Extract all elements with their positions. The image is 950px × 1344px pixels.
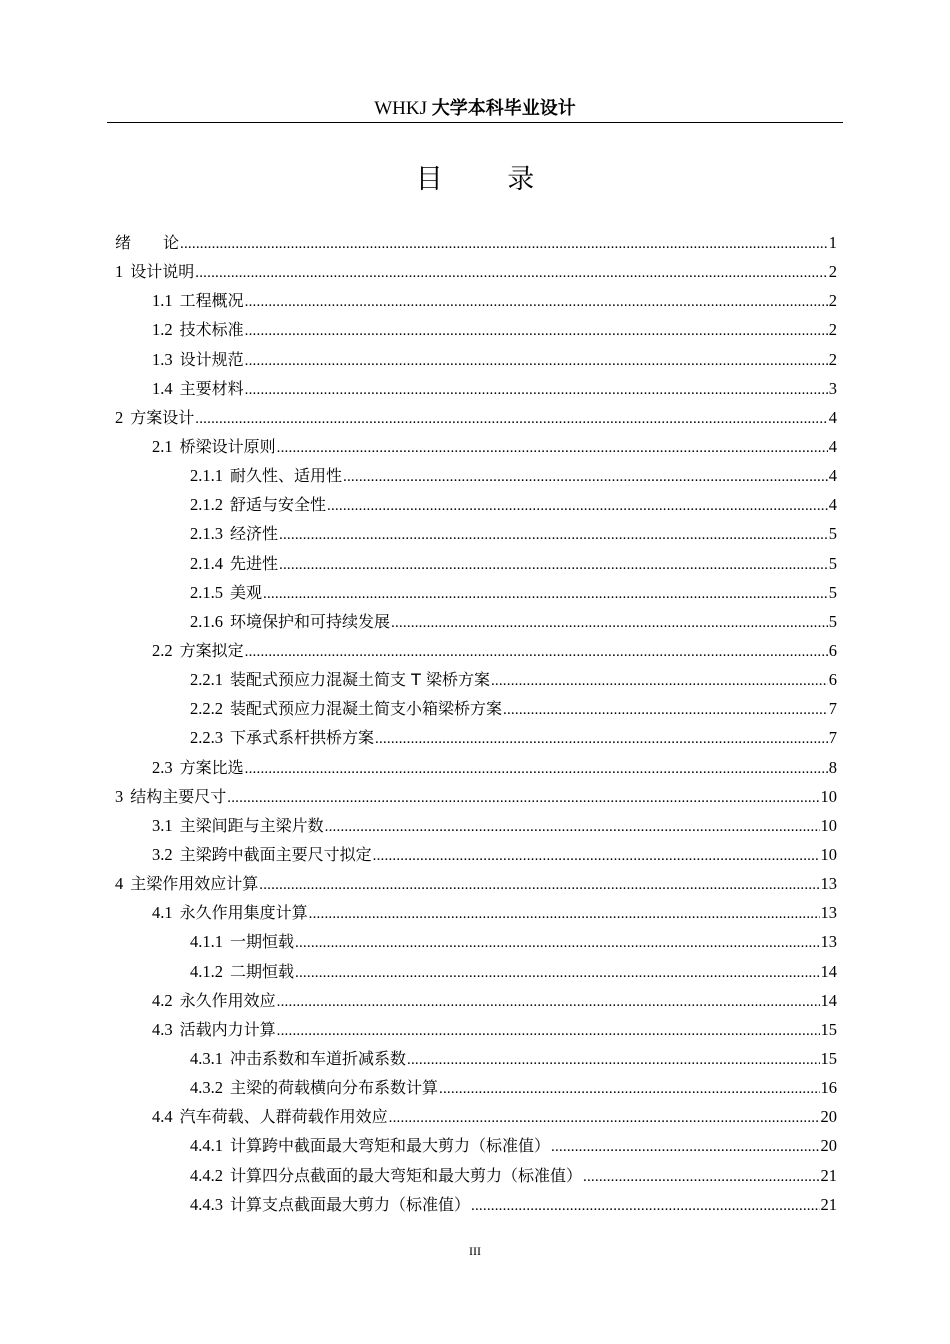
toc-entry[interactable] — [115, 927, 837, 956]
toc-entry-page: 10 — [820, 815, 837, 835]
toc-entry-page: 6 — [828, 640, 837, 660]
toc-entry-number: 2 — [115, 407, 124, 427]
toc-entry[interactable] — [115, 286, 837, 315]
header-rule — [107, 122, 843, 123]
dot-leader — [391, 607, 828, 638]
toc-entry-title: 永久作用集度计算 — [179, 903, 308, 923]
toc-entry-title: 主要材料 — [179, 378, 244, 398]
toc-entry-page: 14 — [820, 990, 837, 1010]
toc-entry-title: 下承式系杆拱桥方案 — [230, 728, 375, 748]
toc-entry-title: 汽车荷载、人群荷载作用效应 — [179, 1107, 388, 1127]
toc-entry-page: 21 — [820, 1165, 837, 1185]
toc-entry-title: 活载内力计算 — [179, 1019, 276, 1039]
toc-title: 目 录 — [415, 164, 563, 195]
toc-entry[interactable] — [115, 1190, 837, 1219]
toc-entry[interactable] — [115, 257, 837, 286]
toc-entry-number: 2.2 — [152, 640, 173, 660]
toc-entry-page: 5 — [828, 524, 837, 544]
toc-entry-title: 计算支点截面最大剪力（标准值） — [230, 1194, 471, 1214]
toc-entry-page: 15 — [820, 1019, 837, 1039]
dot-leader — [245, 286, 828, 317]
toc-entry-number: 2.1.1 — [190, 466, 223, 486]
toc-entry-number: 2.1.6 — [190, 611, 223, 631]
toc-entry-page: 5 — [828, 611, 837, 631]
dot-leader — [245, 315, 828, 346]
toc-entry-title: 先进性 — [230, 553, 279, 573]
dot-leader — [195, 403, 827, 434]
dot-leader — [583, 1161, 819, 1192]
toc-entry-number: 4.2 — [152, 990, 173, 1010]
toc-entry[interactable] — [115, 957, 837, 986]
toc-entry-number: 3.2 — [152, 844, 173, 864]
toc-entry-title: 一期恒载 — [230, 932, 295, 952]
toc-entry-title: 绪 论 — [115, 233, 180, 252]
toc-entry[interactable] — [115, 1044, 837, 1073]
toc-entry-number: 2.1.5 — [190, 582, 223, 602]
toc-entry-page: 13 — [820, 874, 837, 894]
toc-entry-title: 环境保护和可持续发展 — [230, 611, 391, 631]
toc-entry-page: 15 — [820, 1048, 837, 1068]
toc-entry-number: 4.3.2 — [190, 1078, 223, 1098]
dot-leader — [327, 490, 828, 521]
dot-leader — [491, 665, 828, 696]
toc-entry[interactable] — [115, 461, 837, 490]
toc-entry[interactable] — [115, 1073, 837, 1102]
toc-entry-page: 2 — [828, 291, 837, 311]
toc-entry-page: 2 — [828, 349, 837, 369]
toc-entry[interactable] — [115, 811, 837, 840]
dot-leader — [259, 869, 819, 900]
toc-entry[interactable] — [115, 1131, 837, 1160]
toc-entry-title: 舒适与安全性 — [230, 495, 327, 515]
dot-leader — [325, 811, 820, 842]
toc-entry-page: 7 — [828, 699, 837, 719]
toc-entry-number: 2.2.2 — [190, 699, 223, 719]
toc-entry-number: 2.1 — [152, 436, 173, 456]
toc-entry-page: 5 — [828, 553, 837, 573]
toc-entry-title: 技术标准 — [179, 320, 244, 340]
dot-leader — [309, 898, 820, 929]
toc-entry[interactable] — [115, 986, 837, 1015]
toc-entry-title: 二期恒载 — [230, 961, 295, 981]
toc-entry[interactable] — [115, 374, 837, 403]
dot-leader — [343, 461, 828, 492]
toc-entry-number: 4.4.2 — [190, 1165, 223, 1185]
dot-leader — [375, 723, 828, 754]
toc-entry-page: 20 — [820, 1107, 837, 1127]
toc-entry-page: 13 — [820, 932, 837, 952]
toc-entry-title: 主梁间距与主梁片数 — [179, 815, 324, 835]
dot-leader — [245, 636, 828, 667]
toc-entry[interactable] — [115, 315, 837, 344]
toc-entry-page: 4 — [828, 436, 837, 456]
toc-entry-title: 经济性 — [230, 524, 279, 544]
dot-leader — [245, 753, 828, 784]
dot-leader — [245, 374, 828, 405]
dot-leader — [277, 1015, 820, 1046]
toc-entry[interactable] — [115, 549, 837, 578]
toc-entry[interactable] — [115, 432, 837, 461]
toc-entry[interactable] — [115, 840, 837, 869]
toc-entry[interactable] — [115, 403, 837, 432]
dot-leader — [439, 1073, 819, 1104]
dot-leader — [295, 927, 819, 958]
dot-leader — [263, 578, 828, 609]
toc-entry-page: 20 — [820, 1136, 837, 1156]
toc-entry-number: 4.3.1 — [190, 1048, 223, 1068]
toc-entry-number: 2.1.4 — [190, 553, 223, 573]
toc-entry-page: 16 — [820, 1078, 837, 1098]
toc-entry[interactable] — [115, 869, 837, 898]
toc-entry-number: 4.4 — [152, 1107, 173, 1127]
dot-leader — [503, 694, 828, 725]
toc-entry-title: 主梁的荷载横向分布系数计算 — [230, 1078, 439, 1098]
toc-entry-page: 10 — [820, 844, 837, 864]
dot-leader — [295, 957, 819, 988]
toc-entry-title: 设计说明 — [130, 262, 195, 282]
running-header — [107, 96, 843, 122]
toc-entry-title: 主梁作用效应计算 — [130, 874, 259, 894]
dot-leader — [195, 257, 827, 288]
header-latin: WHKJ — [374, 98, 428, 119]
toc-entry-page: 14 — [820, 961, 837, 981]
toc-entry-number: 2.2.3 — [190, 728, 223, 748]
page-number: III — [469, 1244, 481, 1258]
toc-entry-number: 4.1 — [152, 903, 173, 923]
dot-leader — [551, 1131, 819, 1162]
toc-entry[interactable] — [115, 607, 837, 636]
dot-leader — [389, 1102, 820, 1133]
dot-leader — [245, 345, 828, 376]
toc-entry-title: 方案拟定 — [179, 640, 244, 660]
toc-entry-number: 3.1 — [152, 815, 173, 835]
toc-entry[interactable] — [115, 723, 837, 752]
toc-entry[interactable] — [115, 1015, 837, 1044]
toc-entry-title: 计算四分点截面的最大弯矩和最大剪力（标准值） — [230, 1165, 583, 1185]
toc-entry-title: 设计规范 — [179, 349, 244, 369]
toc-entry-number: 2.1.2 — [190, 495, 223, 515]
toc-entry-number: 4.1.2 — [190, 961, 223, 981]
dot-leader — [407, 1044, 819, 1075]
toc-entry-page: 4 — [828, 466, 837, 486]
toc-entry-number: 1.2 — [152, 320, 173, 340]
toc-entry-title: 耐久性、适用性 — [230, 466, 343, 486]
dot-leader — [227, 782, 819, 813]
toc-entry-page: 6 — [828, 670, 837, 690]
dot-leader — [279, 519, 828, 550]
toc-entry-page: 10 — [820, 786, 837, 806]
toc-entry-number: 4.4.1 — [190, 1136, 223, 1156]
header-title: 大学本科毕业设计 — [431, 98, 576, 119]
toc-entry-page: 2 — [828, 320, 837, 340]
toc-entry[interactable] — [115, 519, 837, 548]
toc-entry[interactable] — [115, 753, 837, 782]
toc-entry-page: 5 — [828, 582, 837, 602]
toc-entry[interactable] — [115, 898, 837, 927]
toc-entry-number: 4.3 — [152, 1019, 173, 1039]
toc-entry-title: 方案比选 — [179, 757, 244, 777]
toc-entry[interactable] — [115, 694, 837, 723]
toc-entry-title: 装配式预应力混凝土简支 T 梁桥方案 — [230, 670, 490, 690]
dot-leader — [279, 549, 828, 580]
toc-entry-number: 3 — [115, 786, 124, 806]
toc-entry[interactable] — [115, 578, 837, 607]
toc-entry-title: 冲击系数和车道折减系数 — [230, 1048, 407, 1068]
toc-entry-title: 计算跨中截面最大弯矩和最大剪力（标准值） — [230, 1136, 551, 1156]
toc-entry[interactable] — [115, 1102, 837, 1131]
toc-entry-page: 7 — [828, 728, 837, 748]
toc-entry-page: 13 — [820, 903, 837, 923]
toc-entry-title: 装配式预应力混凝土简支小箱梁桥方案 — [230, 699, 503, 719]
toc-entry-title: 永久作用效应 — [179, 990, 276, 1010]
toc-entry-number: 4.4.3 — [190, 1194, 223, 1214]
dot-leader — [180, 228, 828, 259]
toc-entry-number: 4 — [115, 874, 124, 894]
toc-entry-title: 美观 — [230, 582, 263, 602]
toc-entry-title: 主梁跨中截面主要尺寸拟定 — [179, 844, 372, 864]
toc-entry[interactable] — [115, 1161, 837, 1190]
dot-leader — [471, 1190, 819, 1221]
toc-entry-number: 1.1 — [152, 291, 173, 311]
toc-entry-title: 结构主要尺寸 — [130, 786, 227, 806]
dot-leader — [277, 986, 820, 1017]
toc-entry-number: 1.3 — [152, 349, 173, 369]
toc-entry[interactable] — [115, 345, 837, 374]
toc-entry-title: 工程概况 — [179, 291, 244, 311]
toc-entry[interactable] — [115, 636, 837, 665]
toc-entry[interactable] — [115, 665, 837, 694]
toc-entry-page: 8 — [828, 757, 837, 777]
toc-entry-number: 4.1.1 — [190, 932, 223, 952]
toc-entry-page: 3 — [828, 378, 837, 398]
toc-entry-number: 2.1.3 — [190, 524, 223, 544]
toc-entry-number: 1.4 — [152, 378, 173, 398]
table-of-contents — [115, 228, 837, 1219]
toc-entry-page: 2 — [828, 262, 837, 282]
toc-entry-page: 4 — [828, 407, 837, 427]
toc-entry-page: 21 — [820, 1194, 837, 1214]
toc-entry-page: 1 — [828, 233, 837, 252]
toc-entry[interactable] — [115, 782, 837, 811]
toc-entry-number: 1 — [115, 262, 124, 282]
toc-entry[interactable] — [115, 490, 837, 519]
dot-leader — [277, 432, 828, 463]
toc-entry-number: 2.2.1 — [190, 670, 223, 690]
toc-entry-title: 方案设计 — [130, 407, 195, 427]
dot-leader — [373, 840, 820, 871]
toc-entry-page: 4 — [828, 495, 837, 515]
toc-entry-title: 桥梁设计原则 — [179, 436, 276, 456]
toc-entry[interactable] — [115, 228, 837, 257]
toc-entry-number: 2.3 — [152, 757, 173, 777]
